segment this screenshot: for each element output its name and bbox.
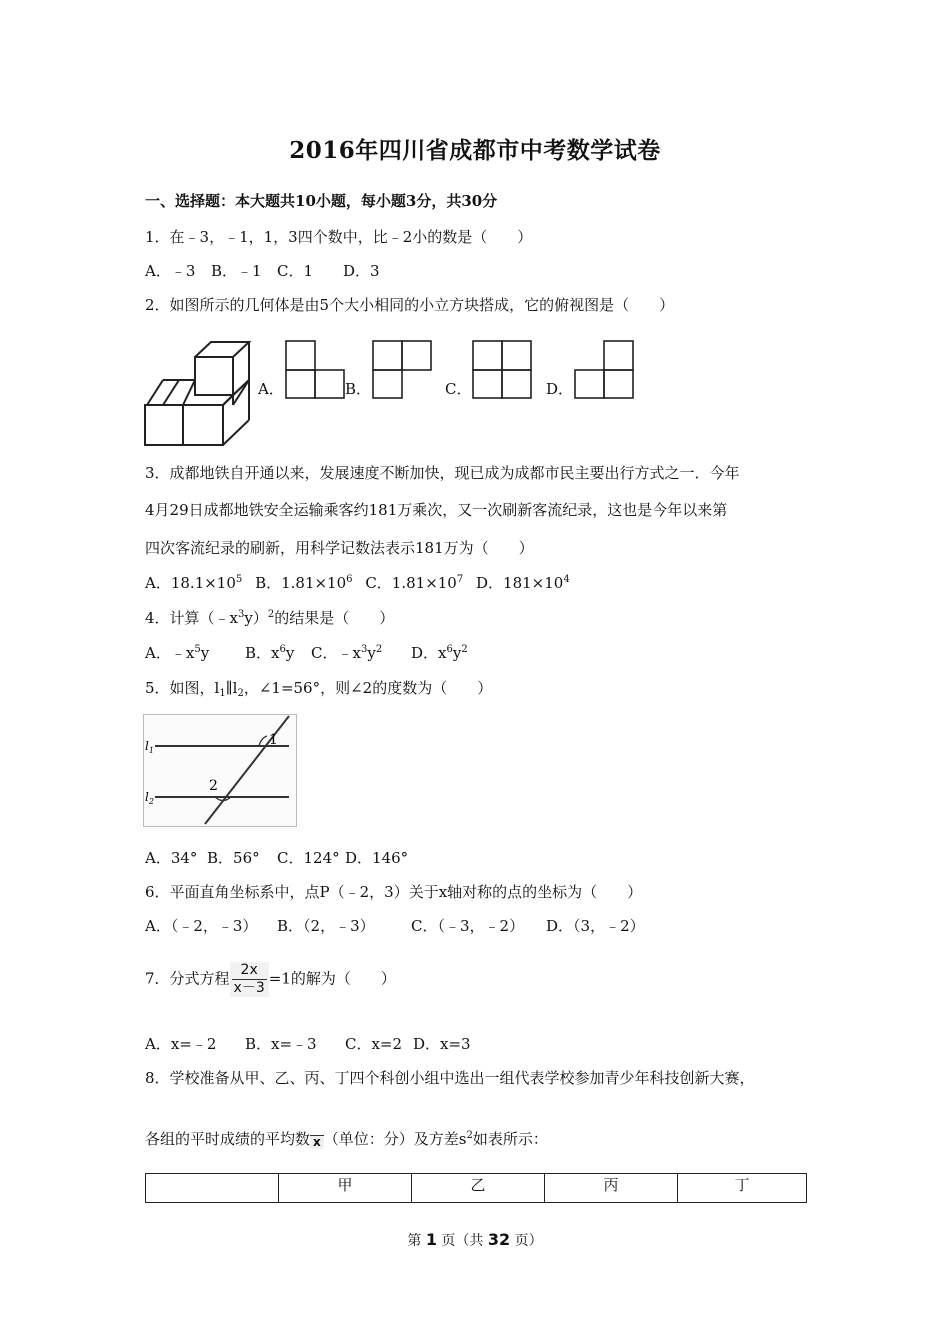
cube-figure bbox=[143, 340, 253, 448]
text: 如表所示： bbox=[472, 1130, 548, 1148]
question-1-stem: 1．在﹣3，﹣1，1，3四个数中，比﹣2小的数是（ ） bbox=[145, 228, 533, 246]
option-a-label: A． bbox=[258, 380, 284, 398]
stem-suffix: ，∠1=56°，则∠2的度数为（ ） bbox=[243, 679, 493, 697]
footer-text: 页（共 bbox=[436, 1233, 488, 1249]
question-3-line1: 3．成都地铁自开通以来，发展速度不断加快，现已成为成都市民主要出行方式之一．今年 bbox=[145, 464, 740, 482]
option-label: D． bbox=[476, 574, 504, 592]
mean-symbol: x bbox=[310, 1135, 324, 1149]
stem-prefix: 4．计算（﹣x bbox=[145, 609, 239, 627]
top-view-c bbox=[472, 340, 534, 400]
stem-mid: y） bbox=[244, 609, 268, 627]
option-exponent: 6 bbox=[346, 574, 353, 585]
option-b bbox=[245, 642, 311, 663]
term: ﹣x bbox=[170, 644, 195, 662]
table-header-cell bbox=[146, 1174, 279, 1203]
term: y bbox=[285, 644, 295, 662]
question-1-options bbox=[145, 260, 380, 281]
exponent: 6 bbox=[279, 644, 286, 655]
stem-prefix: 5．如图，l bbox=[145, 679, 220, 697]
option-d-label: D． bbox=[546, 380, 574, 398]
question-6-options bbox=[145, 915, 645, 936]
subscript: 1 bbox=[219, 688, 226, 699]
option-c: C．x=2 bbox=[345, 1035, 403, 1053]
option-a: A．（﹣2，﹣3） bbox=[145, 917, 258, 935]
term: y bbox=[200, 644, 210, 662]
page-footer bbox=[0, 1230, 950, 1250]
option-a: A．﹣3 bbox=[145, 262, 196, 280]
question-3-line2: 4月29日成都地铁安全运输乘客约181万乘次，又一次刷新客流纪录，这也是今年以来第 bbox=[145, 501, 728, 519]
text: （单位：分）及方差s bbox=[323, 1130, 467, 1148]
term: x bbox=[271, 644, 280, 662]
table-header-cell: 甲 bbox=[279, 1174, 412, 1203]
option-exponent: 7 bbox=[456, 574, 464, 585]
option-label: A． bbox=[145, 574, 171, 592]
option-exponent: 5 bbox=[235, 574, 243, 585]
exponent: 2 bbox=[461, 644, 468, 655]
parallel-lines-figure bbox=[143, 714, 297, 828]
exponent: 6 bbox=[446, 644, 453, 655]
option-base: 18.1×10 bbox=[170, 574, 236, 592]
option-b bbox=[255, 572, 352, 593]
footer-text: 第 bbox=[407, 1233, 426, 1249]
total-pages: 32 bbox=[487, 1230, 511, 1249]
angle-2-label: 2 bbox=[209, 778, 218, 794]
option-exponent: 4 bbox=[563, 574, 570, 585]
stem-suffix: =1的解为（ ） bbox=[268, 969, 396, 988]
option-a bbox=[145, 642, 245, 663]
stem-suffix: 的结果是（ ） bbox=[274, 609, 395, 627]
scores-table bbox=[145, 1173, 807, 1203]
option-d: D．（3，﹣2） bbox=[546, 917, 645, 935]
question-5-stem bbox=[145, 677, 492, 698]
question-2-stem: 2．如图所示的几何体是由5个大小相同的小立方块搭成，它的俯视图是（ ） bbox=[145, 296, 675, 314]
option-base: 181×10 bbox=[503, 574, 564, 592]
numerator: 2x bbox=[232, 962, 267, 980]
option-c-label: C． bbox=[445, 380, 472, 398]
option-label: C． bbox=[365, 574, 392, 592]
table-header-cell: 丙 bbox=[545, 1174, 678, 1203]
option-a: A．x=﹣2 bbox=[145, 1035, 217, 1053]
option-c bbox=[365, 572, 463, 593]
question-3-line3: 四次客流纪录的刷新，用科学记数法表示181万为（ ） bbox=[145, 539, 534, 557]
section-heading: 一、选择题：本大题共10小题，每小题3分，共30分 bbox=[145, 192, 498, 210]
option-c: C．（﹣3，﹣2） bbox=[411, 917, 525, 935]
exponent: 2 bbox=[375, 644, 383, 655]
text: 各组的平时成绩的平均数 bbox=[145, 1130, 311, 1148]
option-label: C． bbox=[311, 644, 338, 662]
exam-title: 2016年四川省成都市中考数学试卷 bbox=[289, 137, 661, 164]
option-b-label: B． bbox=[345, 380, 372, 398]
option-d: D．3 bbox=[343, 262, 380, 280]
top-view-b bbox=[372, 340, 432, 400]
option-c: C．124° bbox=[277, 849, 340, 867]
term: y bbox=[367, 644, 376, 662]
option-a: A．34° bbox=[145, 849, 198, 867]
option-label: B． bbox=[255, 574, 282, 592]
option-label: D． bbox=[411, 644, 439, 662]
question-7-stem bbox=[145, 962, 396, 997]
exponent: 5 bbox=[194, 644, 201, 655]
angle-1-label: 1 bbox=[269, 732, 278, 748]
option-label: B． bbox=[245, 644, 272, 662]
term: x bbox=[438, 644, 447, 662]
option-b: B．（2，﹣3） bbox=[277, 917, 375, 935]
option-base: 1.81×10 bbox=[281, 574, 347, 592]
option-a bbox=[145, 572, 242, 593]
term: ﹣x bbox=[337, 644, 361, 662]
option-label: A． bbox=[145, 644, 171, 662]
option-base: 1.81×10 bbox=[391, 574, 457, 592]
option-c bbox=[311, 642, 411, 663]
fraction bbox=[230, 962, 269, 997]
subscript: 2 bbox=[237, 688, 244, 699]
question-4-options bbox=[145, 642, 468, 663]
stem-prefix: 7．分式方程 bbox=[145, 969, 230, 988]
label-l2: $l_2$ bbox=[145, 790, 154, 806]
exponent: 3 bbox=[360, 644, 368, 655]
option-c: C．1 bbox=[277, 262, 314, 280]
top-view-d bbox=[574, 340, 636, 400]
option-b: B．x=﹣3 bbox=[245, 1035, 317, 1053]
exponent: 3 bbox=[238, 609, 245, 620]
parallel-symbol: ∥l bbox=[225, 679, 238, 697]
question-5-options bbox=[145, 847, 408, 868]
question-8-line1: 8．学校准备从甲、乙、丙、丁四个科创小组中选出一组代表学校参加青少年科技创新大赛， bbox=[145, 1069, 755, 1087]
footer-text: 页） bbox=[510, 1233, 543, 1249]
page-number: 1 bbox=[425, 1230, 437, 1249]
option-b: B．56° bbox=[207, 849, 260, 867]
question-6-stem: 6．平面直角坐标系中，点P（﹣2，3）关于x轴对称的点的坐标为（ ） bbox=[145, 883, 643, 901]
exponent: 2 bbox=[466, 1130, 473, 1141]
option-d: D．146° bbox=[345, 849, 409, 867]
table-header-cell: 丁 bbox=[678, 1174, 807, 1203]
label-l1: $l_1$ bbox=[145, 739, 154, 755]
question-7-options bbox=[145, 1033, 471, 1054]
table-header-row bbox=[146, 1174, 807, 1203]
denominator: x－3 bbox=[233, 980, 265, 996]
term: y bbox=[452, 644, 462, 662]
option-d bbox=[411, 642, 468, 663]
question-8-line2 bbox=[145, 1128, 548, 1149]
exponent: 2 bbox=[267, 609, 275, 620]
table-header-cell: 乙 bbox=[412, 1174, 545, 1203]
question-3-options bbox=[145, 572, 570, 593]
option-d: D．x=3 bbox=[413, 1035, 471, 1053]
option-d bbox=[476, 572, 570, 593]
question-4-stem bbox=[145, 607, 394, 628]
top-view-a bbox=[285, 340, 345, 400]
option-b: B．﹣1 bbox=[211, 262, 262, 280]
